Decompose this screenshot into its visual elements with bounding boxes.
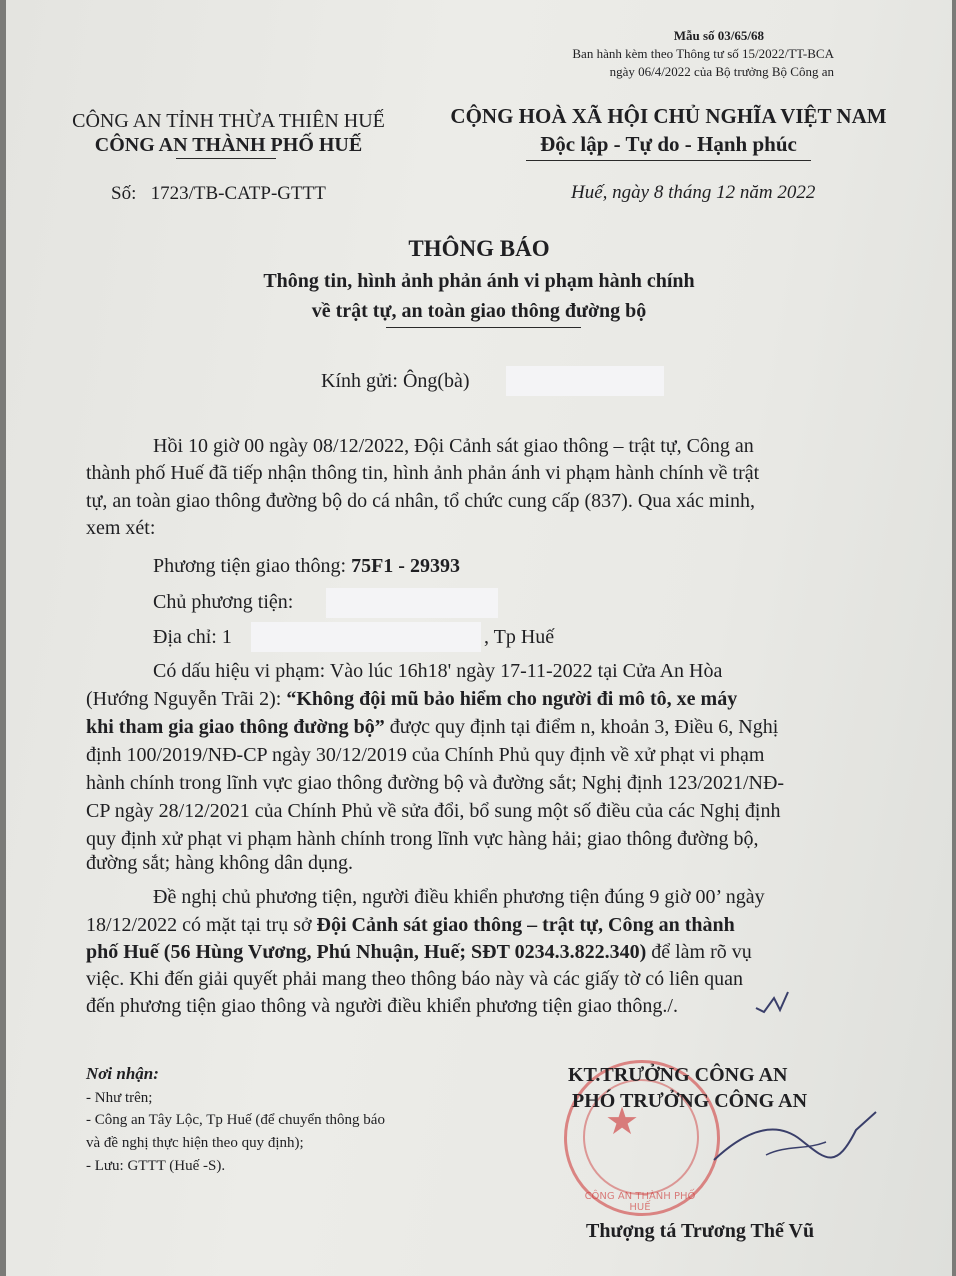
- document-subtitle-1: Thông tin, hình ảnh phản ánh vi phạm hành chính: [263, 270, 695, 292]
- form-code: Mẫu số 03/65/68: [673, 28, 764, 43]
- request-line: phố Huế (56 Hùng Vương, Phú Nhuận, Huế; SĐT 0234.3.822.340) để làm rõ vụ: [86, 941, 752, 963]
- form-circular-line: Ban hành kèm theo Thông tư số 15/2022/TT-BCA: [572, 46, 834, 61]
- intro-line: tự, an toàn giao thông đường bộ do cá nhân, tổ chức cung cấp (837). Qua xác minh,: [86, 490, 756, 512]
- star-icon: ★: [605, 1101, 640, 1143]
- signer-role-2: PHÓ TRƯỞNG CÔNG AN: [572, 1090, 808, 1112]
- redacted-address: [251, 622, 481, 652]
- violation-behavior: “Không đội mũ bảo hiểm cho người đi mô tô, xe máy: [286, 688, 738, 710]
- seal-text: CÔNG AN THÀNH PHỐ HUẾ: [584, 1191, 696, 1213]
- address-prefix: 1: [221, 626, 232, 648]
- document-number: [111, 183, 326, 205]
- request-line: Đề nghị chủ phương tiện, người điều khiển phương tiện đúng 9 giờ 00’ ngày: [153, 886, 765, 908]
- address-label: Địa chỉ: 1: [153, 626, 232, 648]
- signer-role-1: KT.TRƯỞNG CÔNG AN: [568, 1064, 788, 1086]
- violation-line: Có dấu hiệu vi phạm: Vào lúc 16h18' ngày 17-11-2022 tại Cửa An Hòa: [153, 660, 723, 682]
- violation-line: quy định xử phạt vi phạm hành chính trong lĩnh vực hàng hải; giao thông đường bộ,: [86, 828, 759, 850]
- request-line: việc. Khi đến giải quyết phải mang theo thông báo này và các giấy tờ có liên quan: [86, 968, 744, 990]
- initial-mark: [752, 988, 792, 1018]
- recipient-item: - Công an Tây Lộc, Tp Huế (để chuyển thông báo: [86, 1112, 385, 1128]
- handwritten-signature: [706, 1100, 886, 1180]
- document-title: THÔNG BÁO: [408, 236, 550, 261]
- recipient-item: - Như trên;: [86, 1090, 153, 1106]
- address-suffix: , Tp Huế: [484, 626, 555, 648]
- greeting: Kính gửi: Ông(bà): [321, 370, 470, 392]
- intro-line: Hồi 10 giờ 00 ngày 08/12/2022, Đội Cảnh sát giao thông – trật tự, Công an: [153, 435, 754, 457]
- redacted-owner-name: [326, 588, 498, 618]
- redacted-recipient-name: [506, 366, 664, 396]
- violation-line: hành chính trong lĩnh vực giao thông đường bộ và đường sắt; Nghị định 123/2021/NĐ-: [86, 772, 785, 794]
- recipients-heading: Nơi nhận:: [86, 1064, 159, 1083]
- intro-line: thành phố Huế đã tiếp nhận thông tin, hình ảnh phản ánh vi phạm hành chính về trật: [86, 462, 760, 484]
- issuer-unit: CÔNG AN THÀNH PHỐ HUẾ: [94, 134, 363, 156]
- document-date: Huế, ngày 8 tháng 12 năm 2022: [571, 182, 816, 203]
- document-number-value: 1723/TB-CATP-GTTT: [150, 183, 326, 204]
- violation-line: CP ngày 28/12/2021 của Chính Phủ về sửa đổi, bổ sung một số điều của các Nghị định: [86, 800, 781, 822]
- issuer-parent: CÔNG AN TỈNH THỪA THIÊN HUẾ: [72, 110, 385, 132]
- intro-line: xem xét:: [86, 517, 156, 539]
- form-issuer-line: ngày 06/4/2022 của Bộ trưởng Bộ Công an: [609, 64, 834, 79]
- request-office: Đội Cảnh sát giao thông – trật tự, Công an thành: [316, 914, 735, 936]
- violation-line: (Hướng Nguyễn Trãi 2): “Không đội mũ bảo hiểm cho người đi mô tô, xe máy: [86, 688, 738, 710]
- vehicle-plate: 75F1 - 29393: [351, 555, 460, 577]
- owner-label: Chủ phương tiện:: [153, 591, 294, 613]
- request-line: 18/12/2022 có mặt tại trụ sở Đội Cảnh sát giao thông – trật tự, Công an thành: [86, 914, 735, 936]
- title-underline: [386, 327, 581, 328]
- vehicle-label: Phương tiện giao thông:: [153, 555, 347, 577]
- recipient-item: và đề nghị thực hiện theo quy định);: [86, 1135, 304, 1151]
- violation-line: định 100/2019/NĐ-CP ngày 30/12/2019 của Chính Phủ quy định về xử phạt vi phạm: [86, 744, 765, 766]
- request-line: đến phương tiện giao thông và người điều khiển phương tiện giao thông./.: [86, 995, 678, 1017]
- document-page: [6, 0, 952, 1276]
- motto-underline: [526, 160, 811, 161]
- violation-line: đường sắt; hàng không dân dụng.: [86, 852, 353, 874]
- violation-behavior-end: khi tham gia giao thông đường bộ”: [86, 716, 385, 738]
- request-office-address: phố Huế (56 Hùng Vương, Phú Nhuận, Huế; SĐT 0234.3.822.340): [86, 941, 647, 963]
- nation-name: CỘNG HOÀ XÃ HỘI CHỦ NGHĨA VIỆT NAM: [450, 104, 887, 128]
- nation-motto: Độc lập - Tự do - Hạnh phúc: [540, 132, 797, 156]
- document-number-label: Số:: [111, 183, 137, 204]
- issuer-underline: [176, 158, 276, 159]
- recipient-item: - Lưu: GTTT (Huế -S).: [86, 1158, 226, 1174]
- signer-name: Thượng tá Trương Thế Vũ: [586, 1220, 815, 1242]
- document-subtitle-2: về trật tự, an toàn giao thông đường bộ: [311, 300, 647, 322]
- violation-line: khi tham gia giao thông đường bộ” được quy định tại điểm n, khoản 3, Điều 6, Nghị: [86, 716, 779, 738]
- vehicle-row: [153, 555, 460, 578]
